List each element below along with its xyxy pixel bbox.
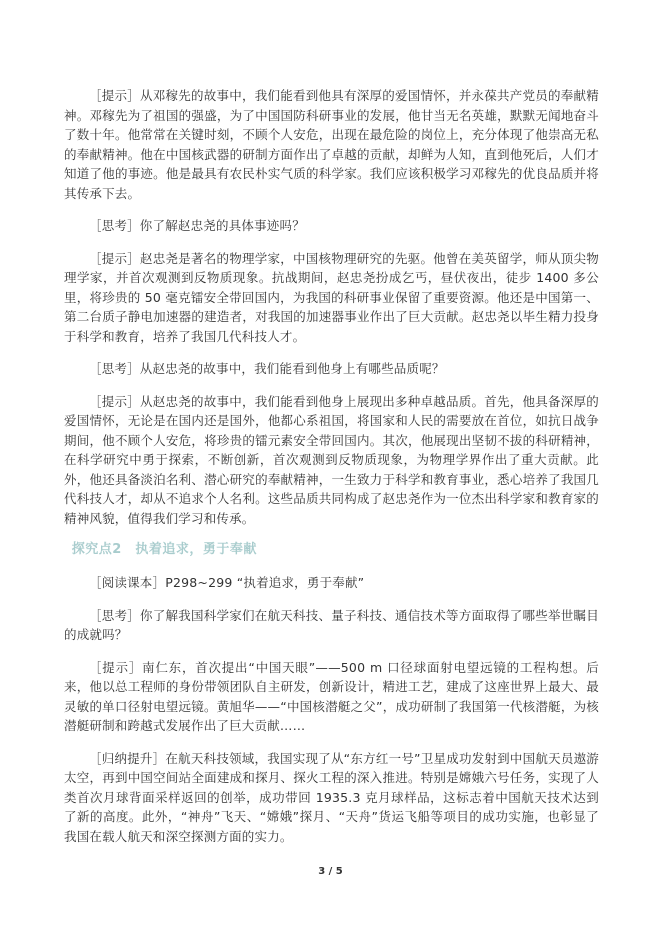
document-body <box>64 86 599 859</box>
page-number-indicator: 3 / 5 <box>318 866 343 877</box>
think-question-achievements: ［思考］你了解我国科学家们在航天科技、量子科技、通信技术等方面取得了哪些举世瞩目的成就吗？ <box>64 607 599 642</box>
hint-paragraph-scientists: ［提示］南仁东，首次提出“中国天眼”——500 m 口径球面射电望远镜的工程构想。后来，他以总工程师的身份带领团队自主研发，创新设计，精进工艺，建成了这座世界上最大、最灵敏的单口径射电望远镜。黄旭华——“中国核潜艇之父”，成功研制了我国第一代核潜艇，为核潜艇研制和跨越式发展作出了巨大贡献…… <box>64 659 599 733</box>
hint-paragraph-deng-jiaxian: ［提示］从邓稼先的故事中，我们能看到他具有深厚的爱国情怀，并永葆共产党员的奉献精神。邓稼先为了祖国的强盛，为了中国国防科研事业的发展，他甘当无名英雄，默默无闻地奋斗了数十年。他常常在关键时刻，不顾个人安危，出现在最危险的岗位上，充分体现了他崇高无私的奉献精神。他在中国核武器的研制方面作出了卓越的贡献，却鲜为人知，直到他死后，人们才知道了他的事迹。他是最具有农民朴实气质的科学家。我们应该积极学习邓稼先的优良品质并将其传承下去。 <box>64 88 599 201</box>
read-textbook-paragraph: ［阅读课本］P298~299 “执着追求，勇于奉献” <box>89 575 365 590</box>
think-question-zhao-qualities: ［思考］从赵忠尧的故事中，我们能看到他身上有哪些品质呢？ <box>89 361 445 376</box>
summary-paragraph-aerospace: ［归纳提升］在航天科技领域，我国实现了从“东方红一号”卫星成功发射到中国航天员遨游太空，再到中国空间站全面建成和探月、探火工程的深入推进。特别是嫦娥六号任务，实现了人类首次月球背面采样返回的创举，成功带回 1935.3 克月球样品，这标志着中国航天技术达到了新的高度。此外，“神舟”飞天、“嫦娥”探月、“天舟”货运飞船等项目的成功实施，也彰显了我国在载人航天和深空探测方面的实力。 <box>64 750 599 844</box>
hint-paragraph-zhao-qualities: ［提示］从赵忠尧的故事中，我们能看到他身上展现出多种卓越品质。首先，他具备深厚的爱国情怀，无论是在国内还是国外，他都心系祖国，将国家和人民的需要放在首位，如抗日战争期间，他不顾个人安危，将珍贵的镭元素安全带回国内。其次，他展现出坚韧不拔的科研精神，在科学研究中勇于探索，不断创新，首次观测到反物质现象，为物理学界作出了重大贡献。此外，他还具备淡泊名利、潜心研究的奉献精神，一生致力于科学和教育事业，悉心培养了我国几代科技人才，却从不追求个人名利。这些品质共同构成了赵忠尧作为一位杰出科学家和教育家的精神风貌，值得我们学习和传承。 <box>64 393 599 526</box>
section-header-inquiry-point-2: 探究点2 执着追求，勇于奉献 <box>71 542 257 557</box>
hint-paragraph-zhao-bio: ［提示］赵忠尧是著名的物理学家，中国核物理研究的先驱。他曾在美英留学，师从顶尖物理学家，并首次观测到反物质现象。抗战期间，赵忠尧扮成乞丐，昼伏夜出，徒步 1400 多公里，将珍贵的 50 毫克镭安全带回国内，为我国的科研事业保留了重要资源。他还是中国第一、第二台质子静电加速器的建造者，对我国的加速器事业作出了巨大贡献。赵忠尧以毕生精力投身于科学和教育，培养了我国几代科技人才。 <box>64 250 599 344</box>
think-question-zhao-deeds: ［思考］你了解赵忠尧的具体事迹吗？ <box>89 218 305 233</box>
